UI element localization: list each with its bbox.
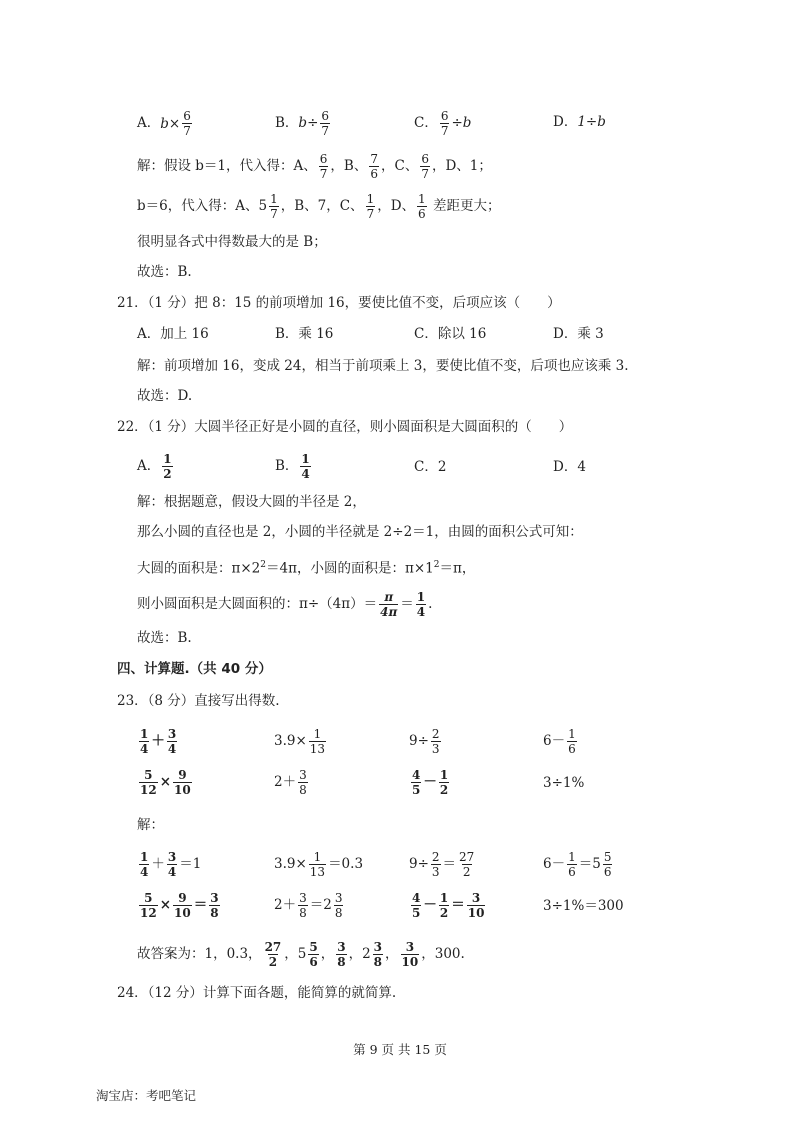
q22-solution-line4: 则小圆面积是大圆面积的：π÷（4π）＝ $\frac{\pi}{4\pi}$ ＝ $\frac{1}{4}$ . xyxy=(137,590,433,619)
q20-option-a: A．b× $\frac{6}{7}$ xyxy=(137,109,191,138)
q21-solution: 解：前项增加 16，变成 24，相当于前项乘上 3，要使比值不变，后项也应该乘 3. xyxy=(137,358,629,374)
q22-solution-line1: 解：根据题意，假设大圆的半径是 2， xyxy=(137,494,366,510)
q21-choice: 故选：D. xyxy=(137,388,193,404)
q22-stem: 22．（1 分）大圆半径正好是小圆的直径，则小圆面积是大圆面积的（ ） xyxy=(117,419,573,435)
q22-option-a: A． $\frac{1}{2}$ xyxy=(137,452,172,481)
q24-stem: 24．（12 分）计算下面各题，能简算的就简算. xyxy=(117,985,397,1001)
q23-solution-label: 解： xyxy=(137,817,164,833)
q23-expr-2: 3.9× $\frac{1}{13}$ xyxy=(274,727,326,756)
q23-expr-1: $\frac{1}{4}$ ＋ $\frac{3}{4}$ xyxy=(140,727,177,756)
q23-answer-4: 6－ $\frac{1}{6}$ ＝5 $\frac{5}{6}$ xyxy=(543,850,612,879)
q22-option-b: B． $\frac{1}{4}$ xyxy=(275,452,310,481)
section-title: 四、计算题.（共 40 分） xyxy=(117,661,272,677)
q23-answer-1: $\frac{1}{4}$ ＋ $\frac{3}{4}$ ＝1 xyxy=(140,850,202,879)
q21-option-d: D．乘 3 xyxy=(553,326,604,342)
page-number: 第 9 页 共 15 页 xyxy=(353,1042,447,1057)
q23-answer-5: $\frac{5}{12}$ × $\frac{9}{10}$ ＝ $\frac{3}{8}$ xyxy=(140,891,219,920)
q20-option-c: C． $\frac{6}{7}$ ÷b xyxy=(414,109,472,138)
q22-choice: 故选：B. xyxy=(137,630,192,646)
q23-answer-7: $\frac{4}{5}$ － $\frac{1}{2}$ ＝ $\frac{3}{10}$ xyxy=(412,891,485,920)
q23-answer-6: 2＋ $\frac{3}{8}$ ＝2 $\frac{3}{8}$ xyxy=(274,891,343,920)
q20-option-b: B．b÷ $\frac{6}{7}$ xyxy=(275,109,330,138)
shop-watermark: 淘宝店：考吧笔记 xyxy=(96,1088,197,1103)
q23-answer-8: 3÷1%＝300 xyxy=(543,898,624,914)
q22-option-d: D．4 xyxy=(553,459,586,475)
q23-expr-8: 3÷1% xyxy=(543,775,585,791)
q23-expr-5: $\frac{5}{12}$ × $\frac{9}{10}$ xyxy=(140,768,191,797)
q22-solution-line2: 那么小圆的直径也是 2，小圆的半径就是 2÷2＝1，由圆的面积公式可知： xyxy=(137,524,583,540)
q20-solution-line1: 解：假设 b＝1，代入得：A、 $\frac{6}{7}$ ，B、 $\frac{7}{6}$ ，C、 $\frac{6}{7}$ ，D、1； xyxy=(137,152,492,181)
q21-stem: 21．（1 分）把 8：15 的前项增加 16，要使比值不变，后项应该（ ） xyxy=(117,295,561,311)
q23-expr-7: $\frac{4}{5}$ － $\frac{1}{2}$ xyxy=(412,768,449,797)
q20-choice: 故选：B. xyxy=(137,264,192,280)
q22-option-c: C．2 xyxy=(414,459,447,475)
q21-option-a: A．加上 16 xyxy=(137,326,209,342)
q23-stem: 23．（8 分）直接写出得数. xyxy=(117,693,280,709)
q22-solution-line3: 大圆的面积是：$\pi\times 2^2=4\pi$，小圆的面积是：$\pi\times 1^2=\pi$， xyxy=(137,560,476,577)
q20-solution-line3: 很明显各式中得数最大的是 B； xyxy=(137,234,327,250)
q21-option-b: B．乘 16 xyxy=(275,326,334,342)
q23-final-answer: 故答案为：1，0.3， $\frac{27}{2}$ ，5 $\frac{5}{6}$ ， $\frac{3}{8}$ ，2 $\frac{3}{8}$ ， $\frac{3}{10}$ ，300. xyxy=(137,940,465,969)
q20-solution-line2: b＝6，代入得：A、5 $\frac{1}{7}$ ，B、7，C、 $\frac{1}{7}$ ，D、 $\frac{1}{6}$ 差距更大； xyxy=(137,192,501,221)
q23-answer-3: 9÷ $\frac{2}{3}$ ＝ $\frac{27}{2}$ xyxy=(409,850,475,879)
q21-option-c: C．除以 16 xyxy=(414,326,487,342)
q23-expr-4: 6－ $\frac{1}{6}$ xyxy=(543,727,576,756)
q23-answer-2: 3.9× $\frac{1}{13}$ ＝0.3 xyxy=(274,850,364,879)
q23-expr-6: 2＋ $\frac{3}{8}$ xyxy=(274,768,307,797)
q20-option-d: D．1÷b xyxy=(553,114,606,130)
q23-expr-3: 9÷ $\frac{2}{3}$ xyxy=(409,727,440,756)
